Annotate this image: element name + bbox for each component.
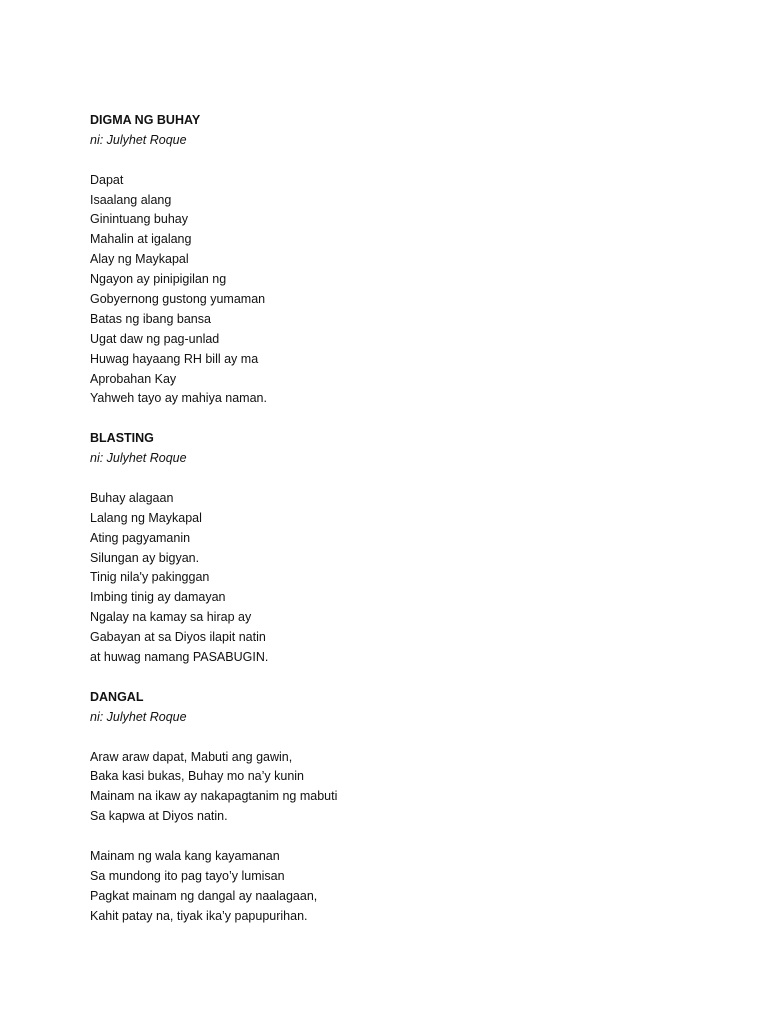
poem-line: Sa kapwa at Diyos natin. — [90, 809, 228, 824]
spacer — [90, 151, 730, 171]
poem — [90, 111, 730, 409]
poem-line: Yahweh tayo ay mahiya naman. — [90, 391, 267, 406]
poem-line: Baka kasi bukas, Buhay mo na’y kunin — [90, 769, 305, 784]
stanza — [90, 748, 730, 828]
poem-line: Lalang ng Maykapal — [90, 510, 202, 525]
poem-line: Buhay alagaan — [90, 490, 174, 505]
poem-line: Tinig nila'y pakinggan — [90, 570, 210, 585]
poem-title: DIGMA NG BUHAY — [90, 113, 201, 127]
poem-line: Gobyernong gustong yumaman — [90, 292, 266, 307]
poem — [90, 688, 730, 927]
poem-line: Imbing tinig ay damayan — [90, 590, 226, 605]
poem-line: Pagkat mainam ng dangal ay naalagaan, — [90, 888, 318, 903]
poem-author: ni: Julyhet Roque — [90, 709, 187, 724]
spacer — [90, 728, 730, 748]
poem-line: Ugat daw ng pag-unlad — [90, 331, 220, 346]
poem-line: Batas ng ibang bansa — [90, 311, 211, 326]
poem-line: Gabayan at sa Diyos ilapit natin — [90, 630, 266, 645]
spacer — [90, 409, 730, 429]
stanza — [90, 489, 730, 668]
spacer — [90, 668, 730, 688]
poem-line: Mainam ng wala kang kayamanan — [90, 848, 280, 863]
poem-line: Huwag hayaang RH bill ay ma — [90, 351, 259, 366]
stanza — [90, 171, 730, 410]
poem-line: Aprobahan Kay — [90, 371, 177, 386]
poem-line: Silungan ay bigyan. — [90, 550, 200, 565]
poem-line: Kahit patay na, tiyak ika’y papupurihan. — [90, 908, 308, 923]
poem-line: Dapat — [90, 172, 124, 187]
poem-line: Mainam na ikaw ay nakapagtanim ng mabuti — [90, 789, 338, 804]
poem-line: Ngayon ay pinipigilan ng — [90, 272, 227, 287]
poem-line: Ginintuang buhay — [90, 212, 188, 227]
poem-line: Isaalang alang — [90, 192, 172, 207]
poem-author: ni: Julyhet Roque — [90, 451, 187, 466]
document-page — [90, 111, 730, 927]
poem-line: Ating pagyamanin — [90, 530, 191, 545]
poem-line: Sa mundong ito pag tayo’y lumisan — [90, 868, 285, 883]
poem-title: BLASTING — [90, 431, 154, 446]
spacer — [90, 827, 730, 847]
poem — [90, 429, 730, 668]
spacer — [90, 469, 730, 489]
poem-line: Mahalin at igalang — [90, 232, 192, 247]
stanza — [90, 847, 730, 927]
poem-line: Ngalay na kamay sa hirap ay — [90, 610, 252, 625]
poem-author: ni: Julyhet Roque — [90, 132, 187, 147]
poem-title: DANGAL — [90, 689, 144, 704]
poem-line: at huwag namang PASABUGIN. — [90, 650, 269, 665]
poem-line: Alay ng Maykapal — [90, 252, 189, 267]
poem-line: Araw araw dapat, Mabuti ang gawin, — [90, 749, 293, 764]
